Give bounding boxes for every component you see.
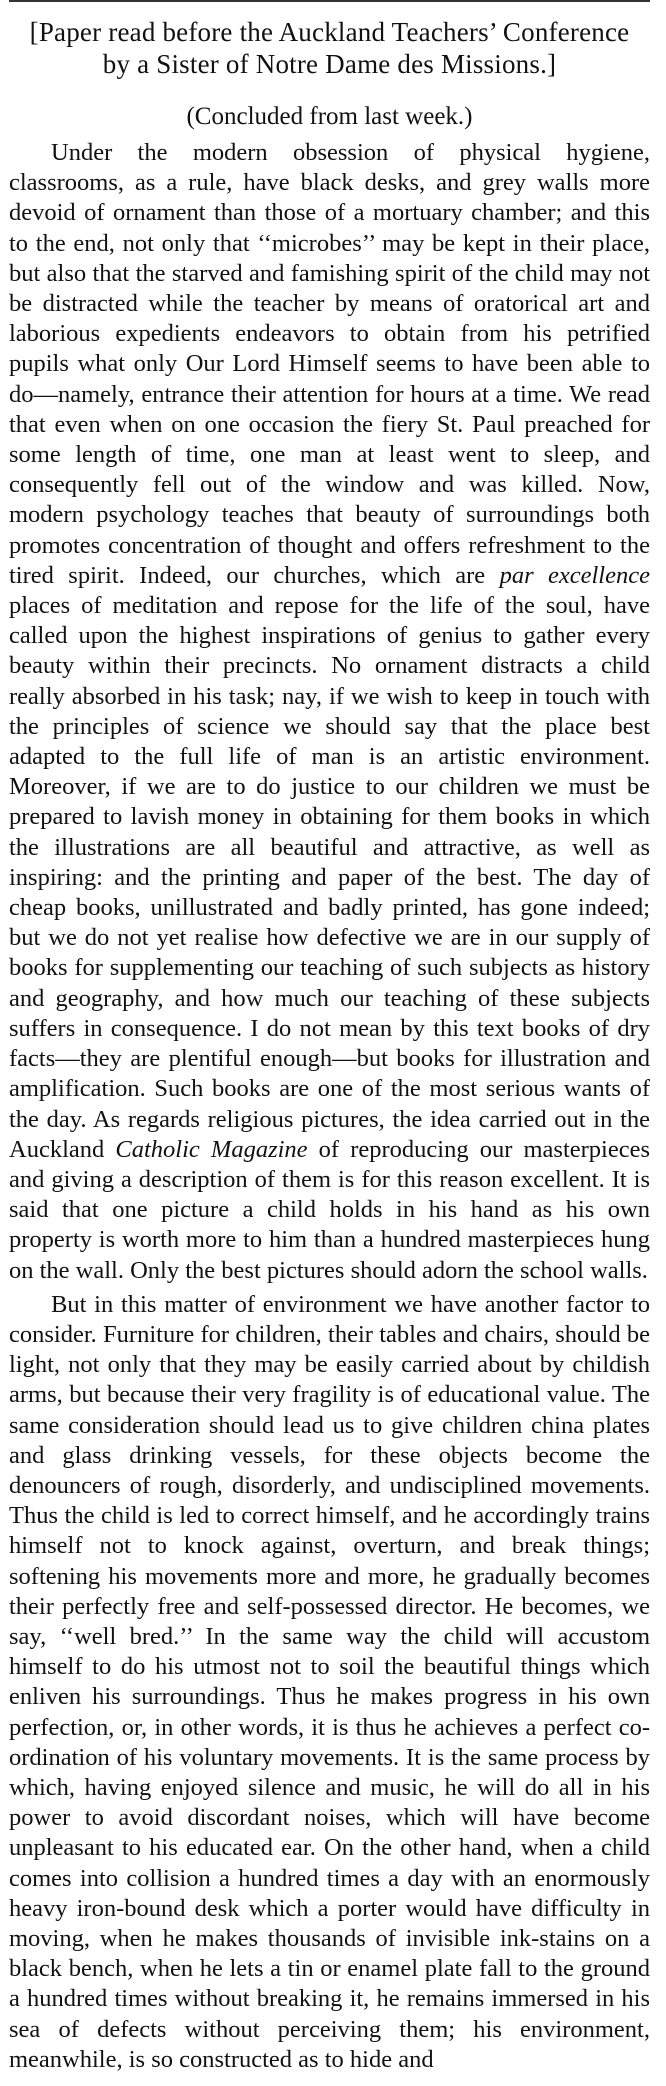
top-rule [9,0,650,6]
paragraph-1-italic-par-excellence: par excellence [499,561,650,589]
article-header [9,16,650,80]
paragraph-2-text: But in this matter of environment we have another factor to consider. Furniture for children, their tables and chairs, should be light, not only that they may be easily carried about by childish arms, but because their very fragility is of educational value. The same consideration should lead us to give children china plates and glass drinking vessels, for these objects become the denouncers of rough, disorderly, and undisciplined movements. Thus the child is led to correct himself, and he accordingly trains himself not to knock against, overturn, and break things; softening his movements more and more, he gradually becomes their perfectly free and self-possessed director. He becomes, we say, ‘‘well bred.’’ In the same way the child will accustom himself to do his utmost not to soil the beautiful things which enliven his surroundings. Thus he makes progress in his own perfection, or, in other words, it is thus he achieves a perfect co-ordination of his voluntary movements. It is the same process by which, having enjoyed silence and music, he will do all in his power to avoid discordant noises, which will have become unpleasant to his educated ear. On the other hand, when a child comes into collision a hundred times a day with an enormously heavy iron-bound desk which a porter would have difficulty in moving, when he makes thousands of invisible ink-stains on a black bench, when he lets a tin or enamel plate fall to the ground a hundred times without breaking it, he remains immersed in his sea of defects without perceiving them; his environment, meanwhile, is so constructed as to hide and [9,1290,650,2073]
header-line-2: by a Sister of Notre Dame des Missions.] [102,49,557,79]
paragraph-1-text-a: Under the modern obsession of physical hygiene, classrooms, as a rule, have black desks, and grey walls more devoid of ornament than those of a mortuary chamber; and this to the end, not only that ‘‘microbes’’ may be kept in their place, but also that the starved and famishing spirit of the child may not be distracted while the teacher by means of oratorical art and laborious expedients endeavors to obtain from his petrified pupils what only Our Lord Himself seems to have been able to do—namely, entrance their attention for hours at a time. We read that even when on one occasion the fiery St. Paul preached for some length of time, one man at least went to sleep, and consequently fell out of the window and was killed. Now, modern psychology teaches that beauty of surroundings both promotes concentration of thought and offers refreshment to the tired spirit. Indeed, our churches, which are [9,139,650,589]
paragraph-1-italic-magazine: Catholic Magazine [115,1135,308,1163]
paragraph-1 [9,138,650,1286]
continuation-note: (Concluded from last week.) [186,103,473,130]
paragraph-2 [9,1290,650,2075]
header-line-1: [Paper read before the Auckland Teachers’ Conference [29,17,630,47]
paragraph-1-text-c: places of meditation and repose for the life of the soul, have called upon the highest inspirations of genius to gather every beauty within their precincts. No ornament distracts a child really absorbed in his task; nay, if we wish to keep in touch with the principles of science we should say that the place best adapted to the full life of man is an artistic environment. Moreover, if we are to do justice to our children we must be prepared to lavish money in obtaining for them books in which the illustrations are all beautiful and attractive, as well as inspiring: and the printing and paper of the best. The day of cheap books, unillustrated and badly printed, has gone indeed; but we do not yet realise how defective we are in our supply of books for supplementing our teaching of such subjects as history and geography, and how much our teaching of these subjects suffers in consequence. I do not mean by this text books of dry facts—they are plentiful enough—but books for illustration and amplification. Such books are one of the most serious wants of the day. As regards religious pictures, the idea carried out in the Auckland [9,592,650,1163]
paragraph-1-text-e: of reproducing our masterpieces and giving a description of them is for this reason excellent. It is said that one picture a child holds in his hand as his own property is worth more to him than a hundred masterpieces hung on the wall. Only the best pictures should adorn the school walls. [9,1135,651,1284]
